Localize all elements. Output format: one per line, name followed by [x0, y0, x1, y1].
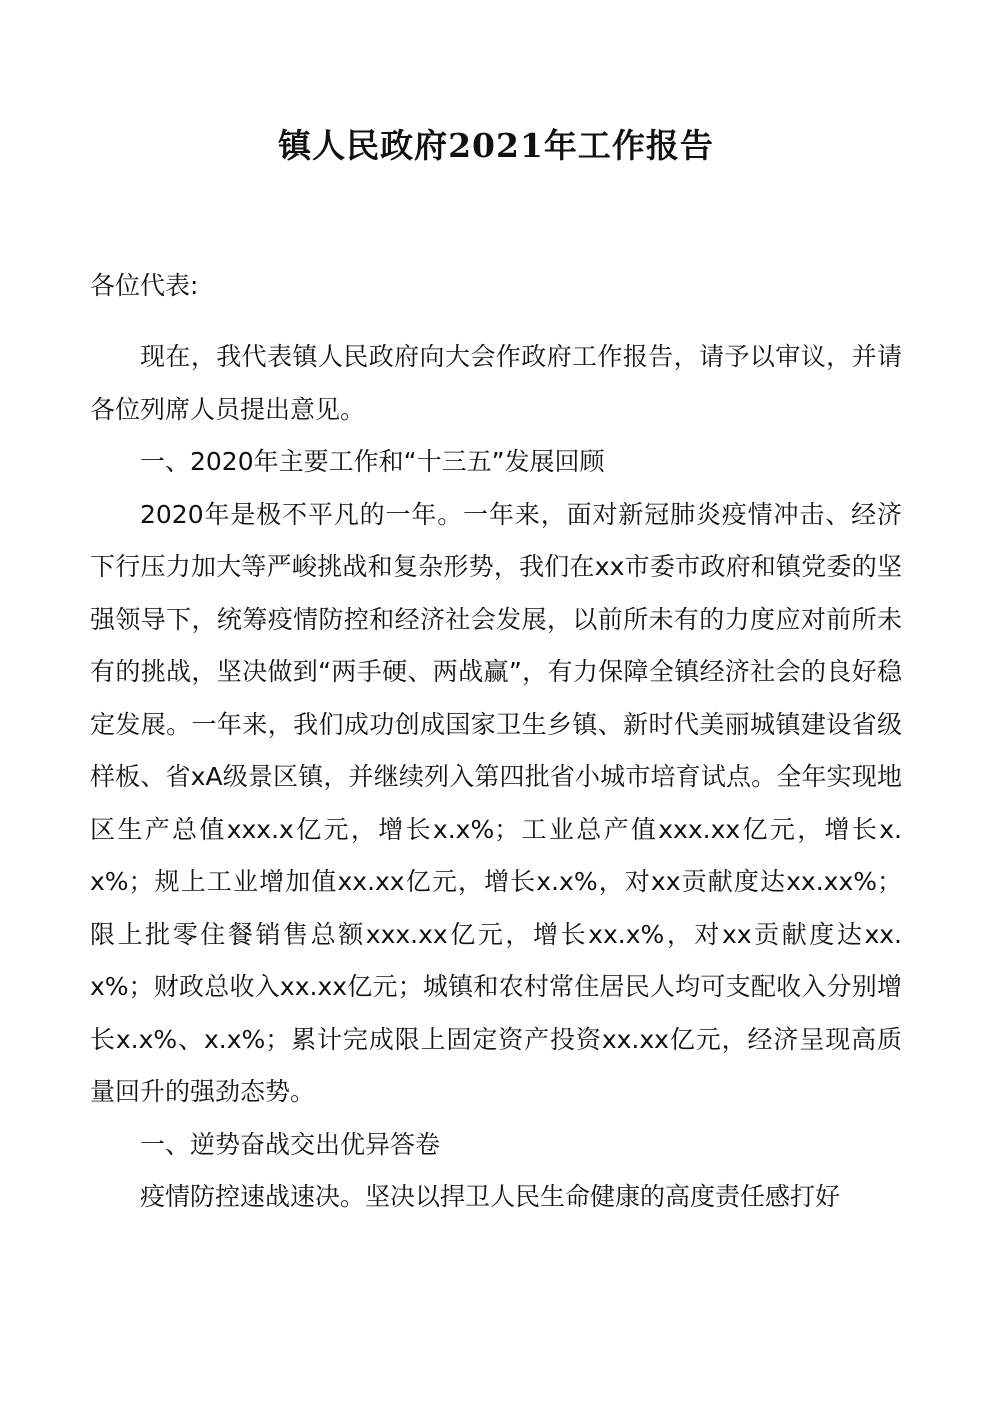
document-body — [90, 331, 902, 1224]
intro-paragraph: 现在，我代表镇人民政府向大会作政府工作报告，请予以审议，并请各位列席人员提出意见。 — [90, 342, 902, 424]
salutation: 各位代表: — [90, 271, 199, 300]
review-paragraph: 2020年是极不平凡的一年。一年来，面对新冠肺炎疫情冲击、经济下行压力加大等严峻挑战和复杂形势，我们在xx市委市政府和镇党委的坚强领导下，统筹疫情防控和经济社会发展，以前所未有的力度应对前所未有的挑战，坚决做到“两手硬、两战赢”，有力保障全镇经济社会的良好稳定发展。一年来，我们成功创成国家卫生乡镇、新时代美丽城镇建设省级样板、省xA级景区镇，并继续列入第四批省小城市培育试点。全年实现地区生产总值xxx.x亿元，增长x.x%；工业总产值xxx.xx亿元，增长x.x%；规上工业增加值xx.xx亿元，增长x.x%，对xx贡献度达xx.xx%；限上批零住餐销售总额xxx.xx亿元，增长xx.x%，对xx贡献度达xx.x%；财政总收入xx.xx亿元；城镇和农村常住居民人均可支配收入分别增长x.x%、x.x%；累计完成限上固定资产投资xx.xx亿元，经济呈现高质量回升的强劲态势。 — [90, 499, 902, 1106]
document-title: 镇人民政府2021年工作报告 — [278, 126, 714, 165]
epidemic-paragraph: 疫情防控速战速决。坚决以捍卫人民生命健康的高度责任感打好 — [140, 1182, 841, 1211]
subsection-heading: 一、逆势奋战交出优异答卷 — [140, 1129, 441, 1159]
section-heading: 一、2020年主要工作和“十三五”发展回顾 — [140, 447, 605, 476]
